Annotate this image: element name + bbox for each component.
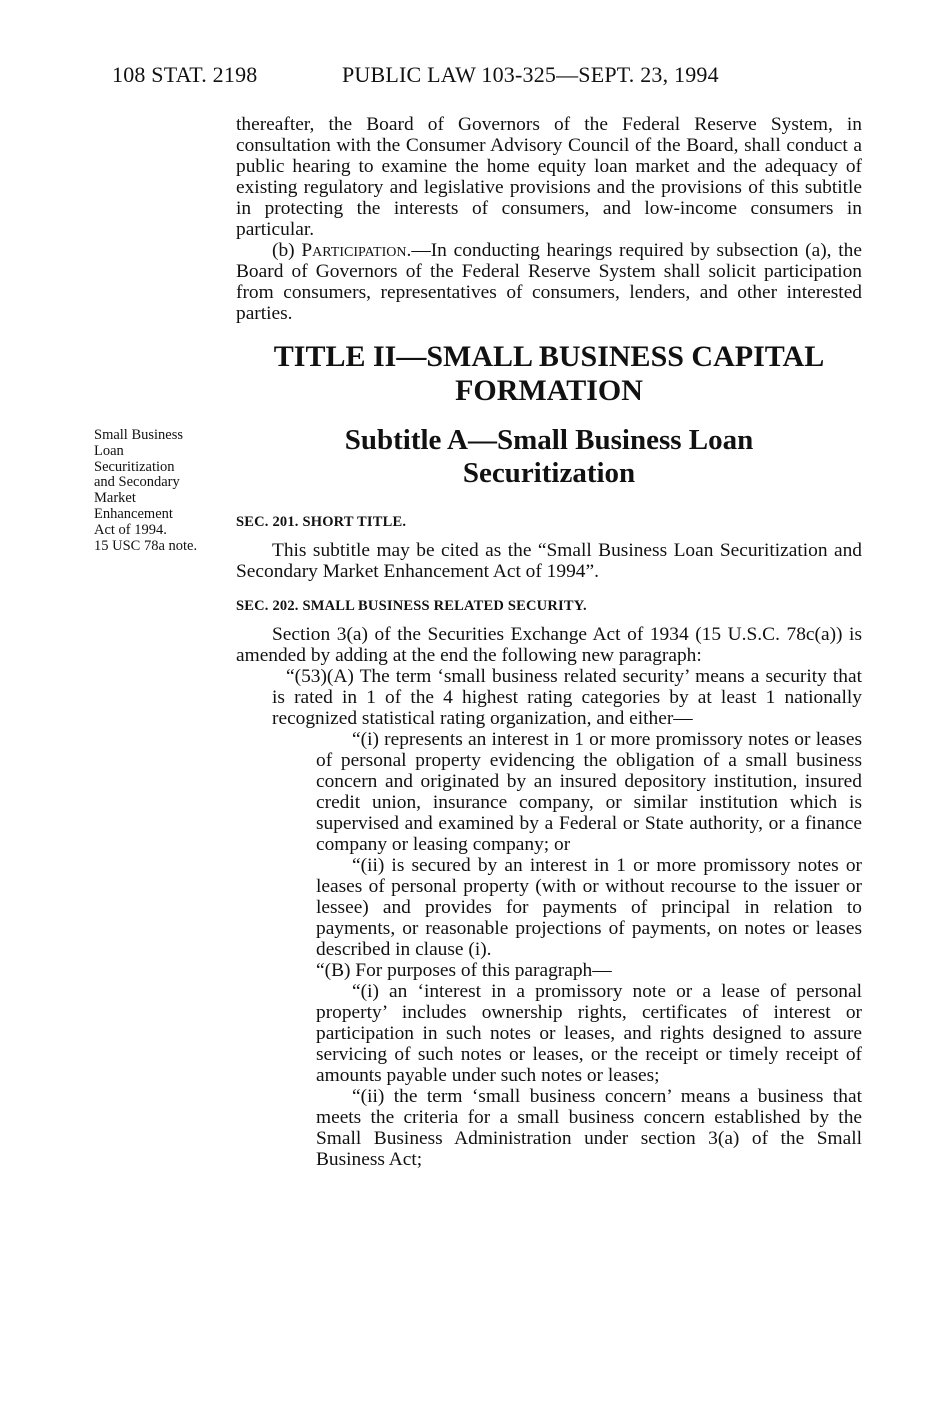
paragraph-B-clause-i: “(i) an ‘interest in a promissory note or a lease of personal property’ includes ownership rights, certificates of interest or participation in such notes or leases, and rights designed to assure servicing of such notes or leases, or the receipt or timely receipt of amounts payable under such notes or leases; <box>316 981 862 1086</box>
title-line-1: TITLE II—SMALL BUSINESS CAPITAL <box>273 340 825 373</box>
subtitle-heading <box>236 424 862 490</box>
margin-note <box>94 428 234 554</box>
section-202-heading: SEC. 202. SMALL BUSINESS RELATED SECURITY. <box>236 598 587 614</box>
participation-label: (b) <box>272 240 302 261</box>
subtitle-line-1: Subtitle A—Small Business Loan <box>344 424 754 456</box>
statute-page-reference: 108 STAT. 2198 <box>112 62 258 87</box>
participation-heading: Participation. <box>301 240 412 261</box>
margin-note-line: Loan <box>94 442 124 459</box>
public-law-reference: PUBLIC LAW 103-325—SEPT. 23, 1994 <box>342 62 719 87</box>
participation-text: —In conducting hearings required by subsection (a), the Board of Governors of the Federal Reserve System shall solicit participation from consumers, representatives of consumers, lenders, and other interested parties. <box>236 240 862 324</box>
margin-note-line: Act of 1994. <box>94 521 167 538</box>
clause-i: “(i) represents an interest in 1 or more promissory notes or leases of personal property evidencing the obligation of a small business concern and originated by an insured depository institution, insured credit union, insurance company, or similar institution which is supervised and examined by a Federal or State authority, or a finance company or leasing company; or <box>316 729 862 855</box>
section-201-text: This subtitle may be cited as the “Small Business Loan Securitization and Secondary Market Enhancement Act of 1994”. <box>236 540 862 582</box>
section-201-heading: SEC. 201. SHORT TITLE. <box>236 514 407 530</box>
margin-note-line: 15 USC 78a note. <box>94 537 198 554</box>
margin-note-line: Market <box>94 490 136 507</box>
title-line-2: FORMATION <box>455 374 643 407</box>
section-202-intro: Section 3(a) of the Securities Exchange Act of 1934 (15 U.S.C. 78c(a)) is amended by adding at the end the following new paragraph: <box>236 624 862 666</box>
margin-note-line: Securitization <box>94 458 175 475</box>
section-202-body <box>236 624 862 1170</box>
margin-note-line: Small Business <box>94 427 184 443</box>
subtitle-line-2: Securitization <box>462 457 636 489</box>
paragraph-B-clause-ii: “(ii) the term ‘small business concern’ means a business that meets the criteria for a small business concern established by the Small Business Administration under section 3(a) of the Small Business Act; <box>316 1086 862 1170</box>
clause-ii: “(ii) is secured by an interest in 1 or more promissory notes or leases of personal property (with or without recourse to the issuer or lessee) and provides for payments of principal in relation to payments, or reasonable projections of payments, on notes or leases described in clause (i). <box>316 855 862 960</box>
intro-section <box>236 114 862 324</box>
hearing-paragraph-continuation: thereafter, the Board of Governors of the Federal Reserve System, in consultation with the Consumer Advisory Council of the Board, shall conduct a public hearing to examine the home equity loan market and the adequacy of existing regulatory and legislative provisions and the provisions of this subtitle in protecting the interests of consumers, and low-income consumers in particular. <box>236 114 862 240</box>
title-heading <box>236 340 862 408</box>
margin-note-line: and Secondary <box>94 474 180 491</box>
section-201-body <box>236 540 862 582</box>
paragraph-53A: “(53)(A) The term ‘small business related security’ means a security that is rated in 1 of the 4 highest rating categories by at least 1 nationally recognized statistical rating organization, and either— <box>272 666 862 729</box>
margin-note-line: Enhancement <box>94 505 173 522</box>
participation-paragraph <box>236 240 862 324</box>
paragraph-B: “(B) For purposes of this paragraph— <box>316 960 612 981</box>
